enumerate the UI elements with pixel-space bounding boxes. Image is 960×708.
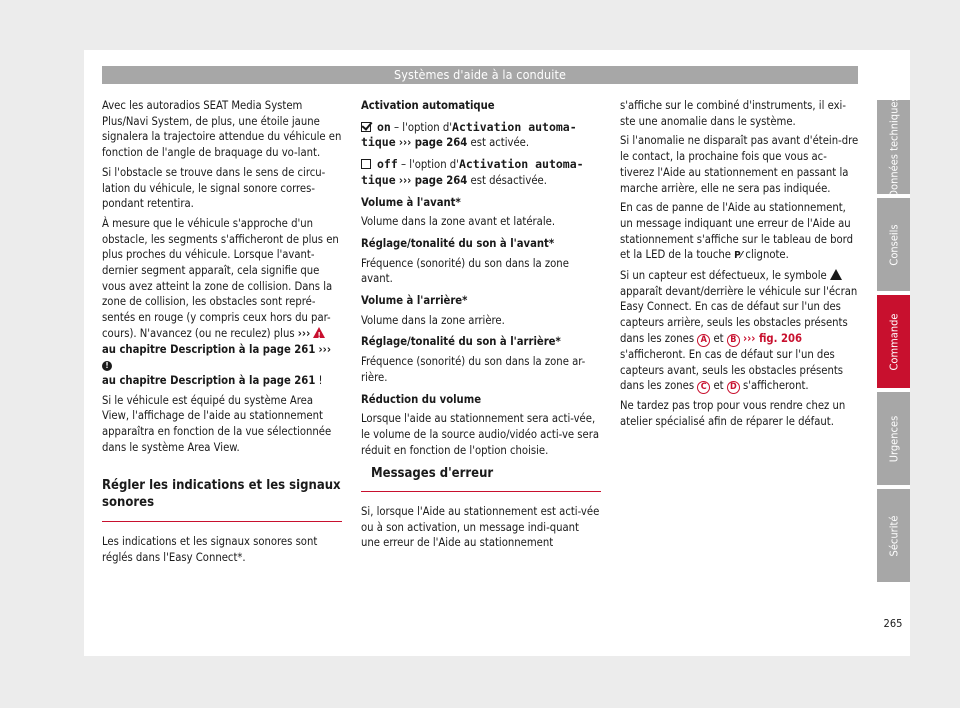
checkbox-checked-icon xyxy=(361,122,371,132)
tab-donnees-techniques[interactable]: Données techniques xyxy=(877,100,910,194)
paragraph: Volume dans la zone arrière. xyxy=(361,313,505,327)
zone-badge-d: D xyxy=(727,381,740,394)
column-left xyxy=(102,98,342,570)
page-ref[interactable]: ››› page 264 xyxy=(398,136,468,150)
paragraph: Volume dans la zone avant et latérale. xyxy=(361,215,556,229)
label: Réduction du volume xyxy=(361,392,482,406)
option-on: on – l'option d'Activation automa-tique ››› page 264 est activée. xyxy=(361,119,577,150)
paragraph: Fréquence (sonorité) du son dans la zone avant. xyxy=(361,256,569,286)
arrow-ref: ››› xyxy=(297,326,311,340)
paragraph: s'affiche sur le combiné d'instruments, il exi-ste une anomalie dans le système. xyxy=(620,99,846,128)
paragraph: Avec les autoradios SEAT Media System Plus/Navi System, de plus, une étoile jaune signalera la trajectoire attendue du véhicule en fonction de l'angle de braquage du vo-lant. xyxy=(102,99,342,160)
zone-badge-b: B xyxy=(727,334,740,347)
paragraph: Si le véhicule est équipé du système Area View, l'affichage de l'aide au stationnement apparaîtra en fonction de la vue sélectionnée dans le système Area View. xyxy=(102,393,332,454)
note-icon: ! xyxy=(102,361,112,371)
paragraph: Lorsque l'aide au stationnement sera acti-vée, le volume de la source audio/vidéo acti-ve sera réduit en fonction de l'option choisie. xyxy=(361,412,600,457)
label: Réglage/tonalité du son à l'arrière* xyxy=(361,335,561,349)
page-ref[interactable]: ››› page 264 xyxy=(398,173,468,187)
warning-triangle-icon xyxy=(830,269,842,280)
label: Activation automatique xyxy=(361,99,495,112)
paragraph: En cas de panne de l'Aide au stationnement, un message indiquant une erreur de l'Aide au stationnement s'affiche sur le tableau de bord et la LED de la touche P⁄ clignote. xyxy=(620,200,860,264)
tab-conseils[interactable]: Conseils xyxy=(877,198,910,291)
option-off: off – l'option d'Activation automa-tique ››› page 264 est désactivée. xyxy=(361,157,584,187)
tab-urgences[interactable]: Urgences xyxy=(877,392,910,485)
figure-ref[interactable]: ››› fig. 206 xyxy=(743,331,802,345)
zone-badge-a: A xyxy=(697,334,710,347)
zone-badge-c: C xyxy=(697,381,710,394)
cross-ref[interactable]: au chapitre Description à la page 261 xyxy=(102,373,316,387)
arrow-ref: ››› xyxy=(318,342,331,356)
tab-securite[interactable]: Sécurité xyxy=(877,489,910,582)
cross-ref[interactable]: au chapitre Description à la page 261 xyxy=(102,342,316,356)
warning-icon xyxy=(313,327,325,338)
paragraph: Si l'obstacle se trouve dans le sens de circu-lation du véhicule, le signal sonore corres-pondant retentira. xyxy=(102,165,326,211)
label: Volume à l'avant* xyxy=(361,195,461,209)
paragraph: Les indications et les signaux sonores sont réglés dans l'Easy Connect*. xyxy=(102,535,318,565)
label: Volume à l'arrière* xyxy=(361,294,468,308)
paragraph: Si l'anomalie ne disparaît pas avant d'étein-dre le contact, la prochaine fois que vous ac-tiverez l'Aide au stationnement en passant la marche arrière, elle ne sera pas indiquée. xyxy=(620,134,859,195)
paragraph: Ne tardez pas trop pour vous rendre chez un atelier spécialisé afin de réparer le défaut. xyxy=(620,399,846,428)
column-right xyxy=(620,98,860,434)
section-heading: Régler les indications et les signaux sonores xyxy=(102,467,342,522)
section-heading: Messages d'erreur xyxy=(361,466,601,492)
page-header: Systèmes d'aide à la conduite xyxy=(102,66,858,84)
paragraph: Si, lorsque l'Aide au stationnement est acti-vée ou à son activation, un message indi-quant une erreur de l'Aide au stationnement xyxy=(361,505,600,550)
label: Réglage/tonalité du son à l'avant* xyxy=(361,236,555,250)
paragraph: Fréquence (sonorité) du son dans la zone ar-rière. xyxy=(361,355,586,384)
column-middle xyxy=(361,98,601,555)
paragraph: Si un capteur est défectueux, le symbole apparaît devant/derrière le véhicule sur l'écran Easy Connect. En cas de défaut sur l'un des capteurs arrière, seuls les obstacles présents dans les zones A et B ››› fig. 206 s'afficheront. En cas de défaut sur l'un des capteurs avant, seuls les obstacles présents dans les zones C et D s'afficheront. xyxy=(620,269,858,393)
page-number: 265 xyxy=(883,617,903,630)
paragraph: À mesure que le véhicule s'approche d'un obstacle, les segments s'afficheront de plus en plus proches du véhicule. Lorsque l'avant-dernier segment apparaît, cela signifie que vous avez atteint la zone de collision. Dans la zone de collision, les obstacles sont repré-sentés en rouge (y compris ceux hors du par-cours). N'avancez (ou ne reculez) plus ››› ! au chapitre Description à la page 261 ››› ! au chapitre Description à la page 261 ! xyxy=(102,216,342,389)
checkbox-empty-icon xyxy=(361,159,371,169)
parking-key-icon: P⁄ xyxy=(734,250,743,262)
tab-commande[interactable]: Commande xyxy=(877,295,910,388)
